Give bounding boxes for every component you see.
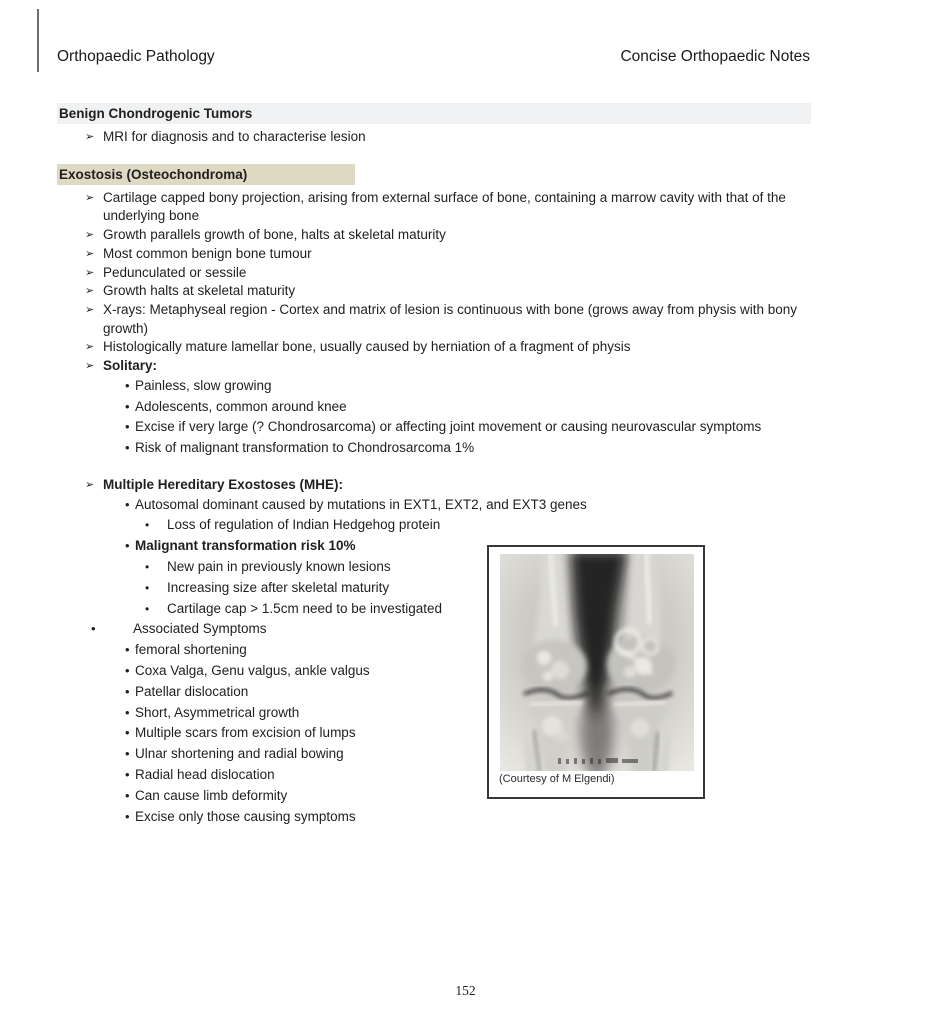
list-item bbox=[57, 397, 811, 418]
dot-bullet-icon: • bbox=[125, 642, 130, 658]
list-item-text: Ulnar shortening and radial bowing bbox=[135, 746, 344, 762]
dot-bullet-icon: • bbox=[125, 663, 130, 678]
arrow-bullet-icon: ➢ bbox=[85, 191, 95, 204]
dot-bullet-icon: • bbox=[125, 398, 130, 414]
arrow-bullet-icon: ➢ bbox=[85, 285, 95, 298]
header-right-title: Concise Orthopaedic Notes bbox=[620, 48, 810, 65]
dot-bullet-icon: • bbox=[145, 518, 150, 533]
list-item-text: Radial head dislocation bbox=[135, 766, 275, 782]
list-item bbox=[57, 282, 811, 301]
list-item-text: Increasing size after skeletal maturity bbox=[167, 579, 390, 595]
list-item-text: Patellar dislocation bbox=[135, 683, 249, 699]
dot-bullet-icon: • bbox=[125, 746, 130, 762]
arrow-bullet-icon: ➢ bbox=[85, 229, 95, 242]
list-item bbox=[57, 264, 811, 283]
list-item bbox=[57, 417, 811, 438]
xray-figure bbox=[487, 545, 705, 799]
arrow-bullet-icon: ➢ bbox=[85, 478, 95, 491]
list-item bbox=[57, 515, 811, 536]
list-item bbox=[57, 495, 811, 516]
dot-bullet-icon: • bbox=[145, 580, 150, 595]
list-item bbox=[57, 128, 811, 147]
list-item-text: Autosomal dominant caused by mutations in EXT1, EXT2, and EXT3 genes bbox=[135, 496, 587, 512]
dot-bullet-icon: • bbox=[91, 621, 96, 637]
dot-bullet-icon: • bbox=[125, 683, 130, 699]
list-item-text: Cartilage cap > 1.5cm need to be investigated bbox=[167, 600, 443, 616]
dot-bullet-icon: • bbox=[125, 538, 130, 554]
list-item-text: Multiple scars from excision of lumps bbox=[135, 725, 356, 741]
list-item bbox=[57, 338, 811, 357]
list-item-text: Excise only those causing symptoms bbox=[135, 808, 356, 824]
list-item bbox=[57, 438, 811, 459]
page-edge-artifact-line bbox=[37, 9, 39, 72]
dot-bullet-icon: • bbox=[125, 766, 130, 782]
arrow-bullet-icon: ➢ bbox=[85, 247, 95, 260]
list-item-text: femoral shortening bbox=[135, 642, 247, 658]
page-header bbox=[57, 48, 810, 66]
list-item-text: Solitary: bbox=[103, 358, 158, 374]
section-heading-benign-chondrogenic-tumors: Benign Chondrogenic Tumors bbox=[57, 103, 811, 124]
list-item-text: Associated Symptoms bbox=[133, 621, 267, 637]
list-item bbox=[57, 189, 811, 226]
list-item-text: Growth halts at skeletal maturity bbox=[103, 283, 296, 299]
list-item-text: Painless, slow growing bbox=[135, 377, 272, 393]
list-item-text: Malignant transformation risk 10% bbox=[135, 538, 356, 554]
dot-bullet-icon: • bbox=[145, 560, 150, 575]
section-heading-exostosis: Exostosis (Osteochondroma) bbox=[57, 164, 355, 185]
list-item-text: Excise if very large (? Chondrosarcoma) or affecting joint movement or causing neurovascular symptoms bbox=[135, 419, 762, 435]
dot-bullet-icon: • bbox=[145, 601, 150, 616]
figure-caption: (Courtesy of M Elgendi) bbox=[499, 773, 615, 785]
list-item-text: Growth parallels growth of bone, halts at skeletal maturity bbox=[103, 227, 446, 243]
list-item-text: Cartilage capped bony projection, arising from external surface of bone, containing a marrow cavity with that of the underlying bone bbox=[103, 189, 786, 224]
list-item bbox=[57, 301, 811, 338]
list-item-text: Short, Asymmetrical growth bbox=[135, 704, 300, 720]
dot-bullet-icon: • bbox=[125, 808, 130, 824]
list-item-text: Loss of regulation of Indian Hedgehog protein bbox=[167, 517, 441, 533]
list-item-text: Most common benign bone tumour bbox=[103, 245, 312, 261]
list-item-text: X-rays: Metaphyseal region - Cortex and matrix of lesion is continuous with bone (grows away from physis with bony growth) bbox=[103, 301, 798, 336]
list-item-text: Can cause limb deformity bbox=[135, 787, 288, 803]
list-item-text: Histologically mature lamellar bone, usually caused by herniation of a fragment of physis bbox=[103, 339, 631, 355]
arrow-bullet-icon: ➢ bbox=[85, 303, 95, 316]
dot-bullet-icon: • bbox=[125, 440, 130, 456]
list-item bbox=[57, 357, 811, 376]
list-item bbox=[57, 807, 811, 828]
knee-xray-image bbox=[500, 554, 694, 771]
dot-bullet-icon: • bbox=[125, 725, 130, 741]
list-item bbox=[57, 476, 811, 495]
list-item bbox=[57, 376, 811, 397]
arrow-bullet-icon: ➢ bbox=[85, 266, 95, 279]
arrow-bullet-icon: ➢ bbox=[85, 360, 95, 373]
list-item-text: Coxa Valga, Genu valgus, ankle valgus bbox=[135, 663, 370, 678]
dot-bullet-icon: • bbox=[125, 496, 130, 512]
header-left-title: Orthopaedic Pathology bbox=[57, 48, 215, 65]
arrow-bullet-icon: ➢ bbox=[85, 131, 95, 143]
section1-list bbox=[57, 128, 811, 147]
dot-bullet-icon: • bbox=[125, 419, 130, 435]
list-item-text: Risk of malignant transformation to Chondrosarcoma 1% bbox=[135, 440, 475, 456]
dot-bullet-icon: • bbox=[125, 377, 130, 393]
list-item-text: New pain in previously known lesions bbox=[167, 559, 391, 575]
dot-bullet-icon: • bbox=[125, 704, 130, 720]
list-item-text: MRI for diagnosis and to characterise lesion bbox=[103, 129, 366, 144]
page-number: 152 bbox=[455, 983, 476, 998]
list-item bbox=[57, 226, 811, 245]
dot-bullet-icon: • bbox=[125, 787, 130, 803]
list-item bbox=[57, 245, 811, 264]
list-item-text: Multiple Hereditary Exostoses (MHE): bbox=[103, 476, 344, 492]
list-item-text: Pedunculated or sessile bbox=[103, 264, 247, 280]
arrow-bullet-icon: ➢ bbox=[85, 341, 95, 354]
list-item-text: Adolescents, common around knee bbox=[135, 398, 347, 414]
